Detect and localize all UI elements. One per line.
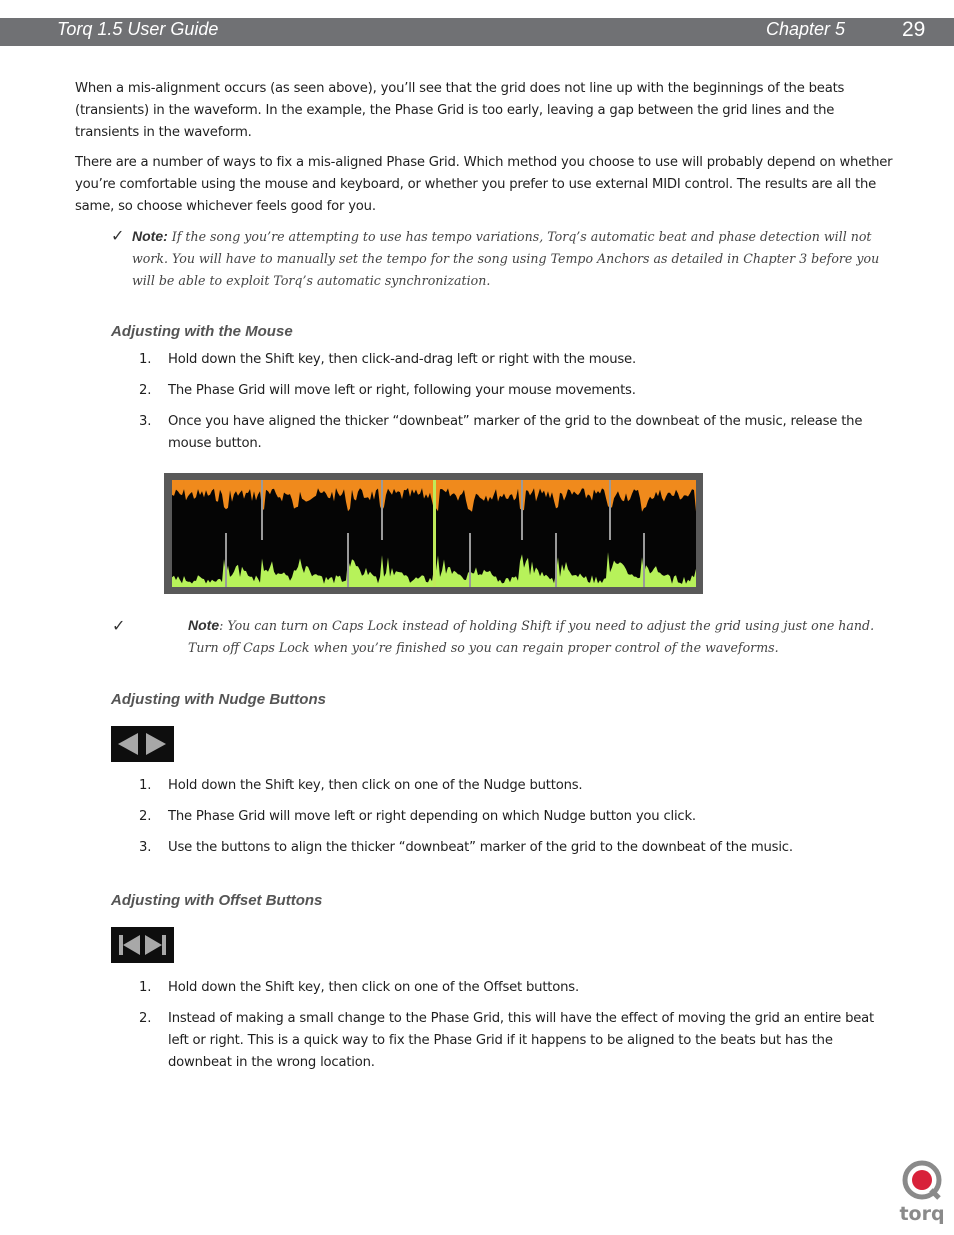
page-header <box>0 18 954 46</box>
guide-title: Torq 1.5 User Guide <box>57 19 219 39</box>
grid-line <box>261 480 263 540</box>
note-tempo-variations <box>132 225 897 292</box>
downbeat-marker <box>433 480 436 587</box>
nudge-right-icon[interactable] <box>146 733 166 755</box>
offset-right-icon[interactable] <box>145 935 166 955</box>
intro-section <box>75 78 895 218</box>
waveform-display <box>164 473 703 594</box>
heading-mouse: Adjusting with the Mouse <box>111 323 293 340</box>
list-number: 3. <box>139 414 152 429</box>
logo-wordmark: torq <box>899 1203 945 1225</box>
list-text: Hold down the Shift key, then click on one of the Nudge buttons. <box>168 778 583 793</box>
grid-line <box>555 533 557 587</box>
torq-logo <box>897 1158 947 1226</box>
intro-paragraph-2: There are a number of ways to fix a mis-aligned Phase Grid. Which method you choose to use will probably depend on whether you’re comfortable using the mouse and keyboard, or whether you prefer to use external MIDI control. The results are all the same, so choose whichever feels good for you. <box>75 155 893 214</box>
grid-line <box>609 480 611 540</box>
heading-offset: Adjusting with Offset Buttons <box>111 892 323 909</box>
offset-left-icon[interactable] <box>119 935 140 955</box>
list-text: Hold down the Shift key, then click on one of the Offset buttons. <box>168 980 579 995</box>
waveform-graphic <box>164 473 703 594</box>
list-text: The Phase Grid will move left or right depending on which Nudge button you click. <box>168 809 696 824</box>
checkmark-icon: ✓ <box>111 226 125 245</box>
note-text: : You can turn on Caps Lock instead of holding Shift if you need to adjust the grid using just one hand. Turn off Caps Lock when you’re finished so you can regain proper control of the waveforms. <box>188 618 875 655</box>
note-label: Note <box>188 617 220 633</box>
chapter-label: Chapter 5 <box>766 19 846 39</box>
list-text: The Phase Grid will move left or right, following your mouse movements. <box>168 383 636 398</box>
note-caps-lock <box>188 614 888 659</box>
note-label: Note: <box>132 228 168 244</box>
grid-line <box>225 533 227 587</box>
list-number: 1. <box>139 352 152 367</box>
list-number: 1. <box>139 980 152 995</box>
nudge-buttons-image <box>111 726 174 762</box>
list-number: 2. <box>139 809 152 824</box>
grid-line <box>381 480 383 540</box>
grid-line <box>469 533 471 587</box>
list-text: Instead of making a small change to the Phase Grid, this will have the effect of moving the grid an entire beat left or right. This is a quick way to fix the Phase Grid if it happens to be aligned to the beats but has the downbeat in the wrong location. <box>168 1011 875 1070</box>
list-text: Use the buttons to align the thicker “downbeat” marker of the grid to the downbeat of the music. <box>168 840 793 855</box>
note-text: If the song you’re attempting to use has tempo variations, Torq’s automatic beat and phase detection will not work. You will have to manually set the tempo for the song using Tempo Anchors as detailed in Chapter 3 before you will be able to exploit Torq’s automatic synchronization. <box>132 229 880 288</box>
grid-line <box>643 533 645 587</box>
list-number: 2. <box>139 383 152 398</box>
list-text: Once you have aligned the thicker “downbeat” marker of the grid to the downbeat of the music, release the mouse button. <box>168 414 863 451</box>
checkmark-icon: ✓ <box>112 616 126 635</box>
page-number: 29 <box>902 18 926 41</box>
list-number: 2. <box>139 1011 152 1026</box>
grid-line <box>521 480 523 540</box>
list-number: 3. <box>139 840 152 855</box>
nudge-left-icon[interactable] <box>118 733 138 755</box>
grid-line <box>347 533 349 587</box>
list-number: 1. <box>139 778 152 793</box>
intro-paragraph-1: When a mis-alignment occurs (as seen above), you’ll see that the grid does not line up with the beginnings of the beats (transients) in the waveform. In the example, the Phase Grid is too early, leaving a gap between the grid lines and the transients in the waveform. <box>75 81 845 140</box>
list-text: Hold down the Shift key, then click-and-drag left or right with the mouse. <box>168 352 636 367</box>
heading-nudge: Adjusting with Nudge Buttons <box>111 691 326 708</box>
offset-buttons-image <box>111 927 174 963</box>
